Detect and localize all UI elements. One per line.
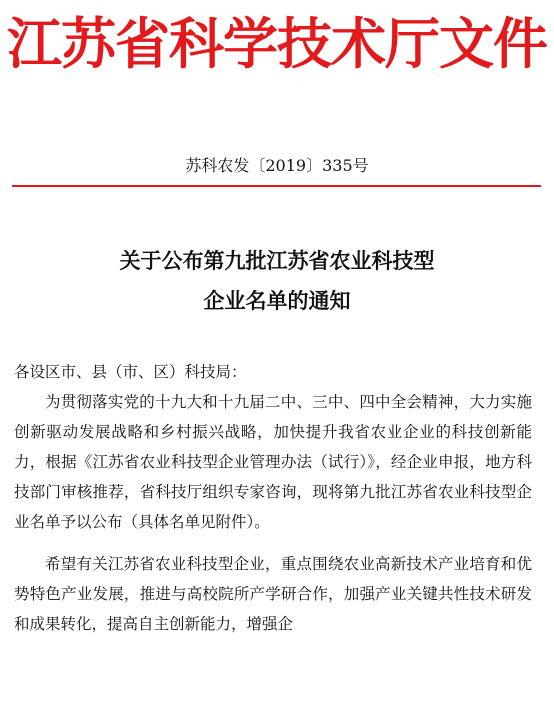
issuer-header: 江苏省科学技术厅文件 <box>6 12 547 76</box>
document-title <box>0 241 554 321</box>
addressee: 各设区市、县（市、区）科技局： <box>14 363 247 381</box>
document-body <box>14 357 532 639</box>
title-line-1: 关于公布第九批江苏省农业科技型 <box>119 249 435 273</box>
red-separator-line <box>12 185 541 187</box>
body-paragraph-1: 为贯彻落实党的十九大和十九届二中、三中、四中全会精神，大力实施创新驱动发展战略和乡村振兴战略，加快提升我省农业企业的科技创新能力，根据《江苏省农业科技型企业管理办法（试行）》，经企业申报，地方科技部门审核推荐，省科技厅组织专家咨询，现将第九批江苏省农业科技型企业名单予以公布（具体名单见附件）。 <box>14 393 532 531</box>
document-number: 苏科农发〔2019〕335号 <box>185 156 369 175</box>
body-paragraph-2: 希望有关江苏省农业科技型企业，重点围绕农业高新技术产业培育和优势特色产业发展，推进与高校院所产学研合作，加强产业关键共性技术研发和成果转化，提高自主创新能力，增强企 <box>14 555 532 633</box>
title-line-2: 企业名单的通知 <box>203 289 351 313</box>
